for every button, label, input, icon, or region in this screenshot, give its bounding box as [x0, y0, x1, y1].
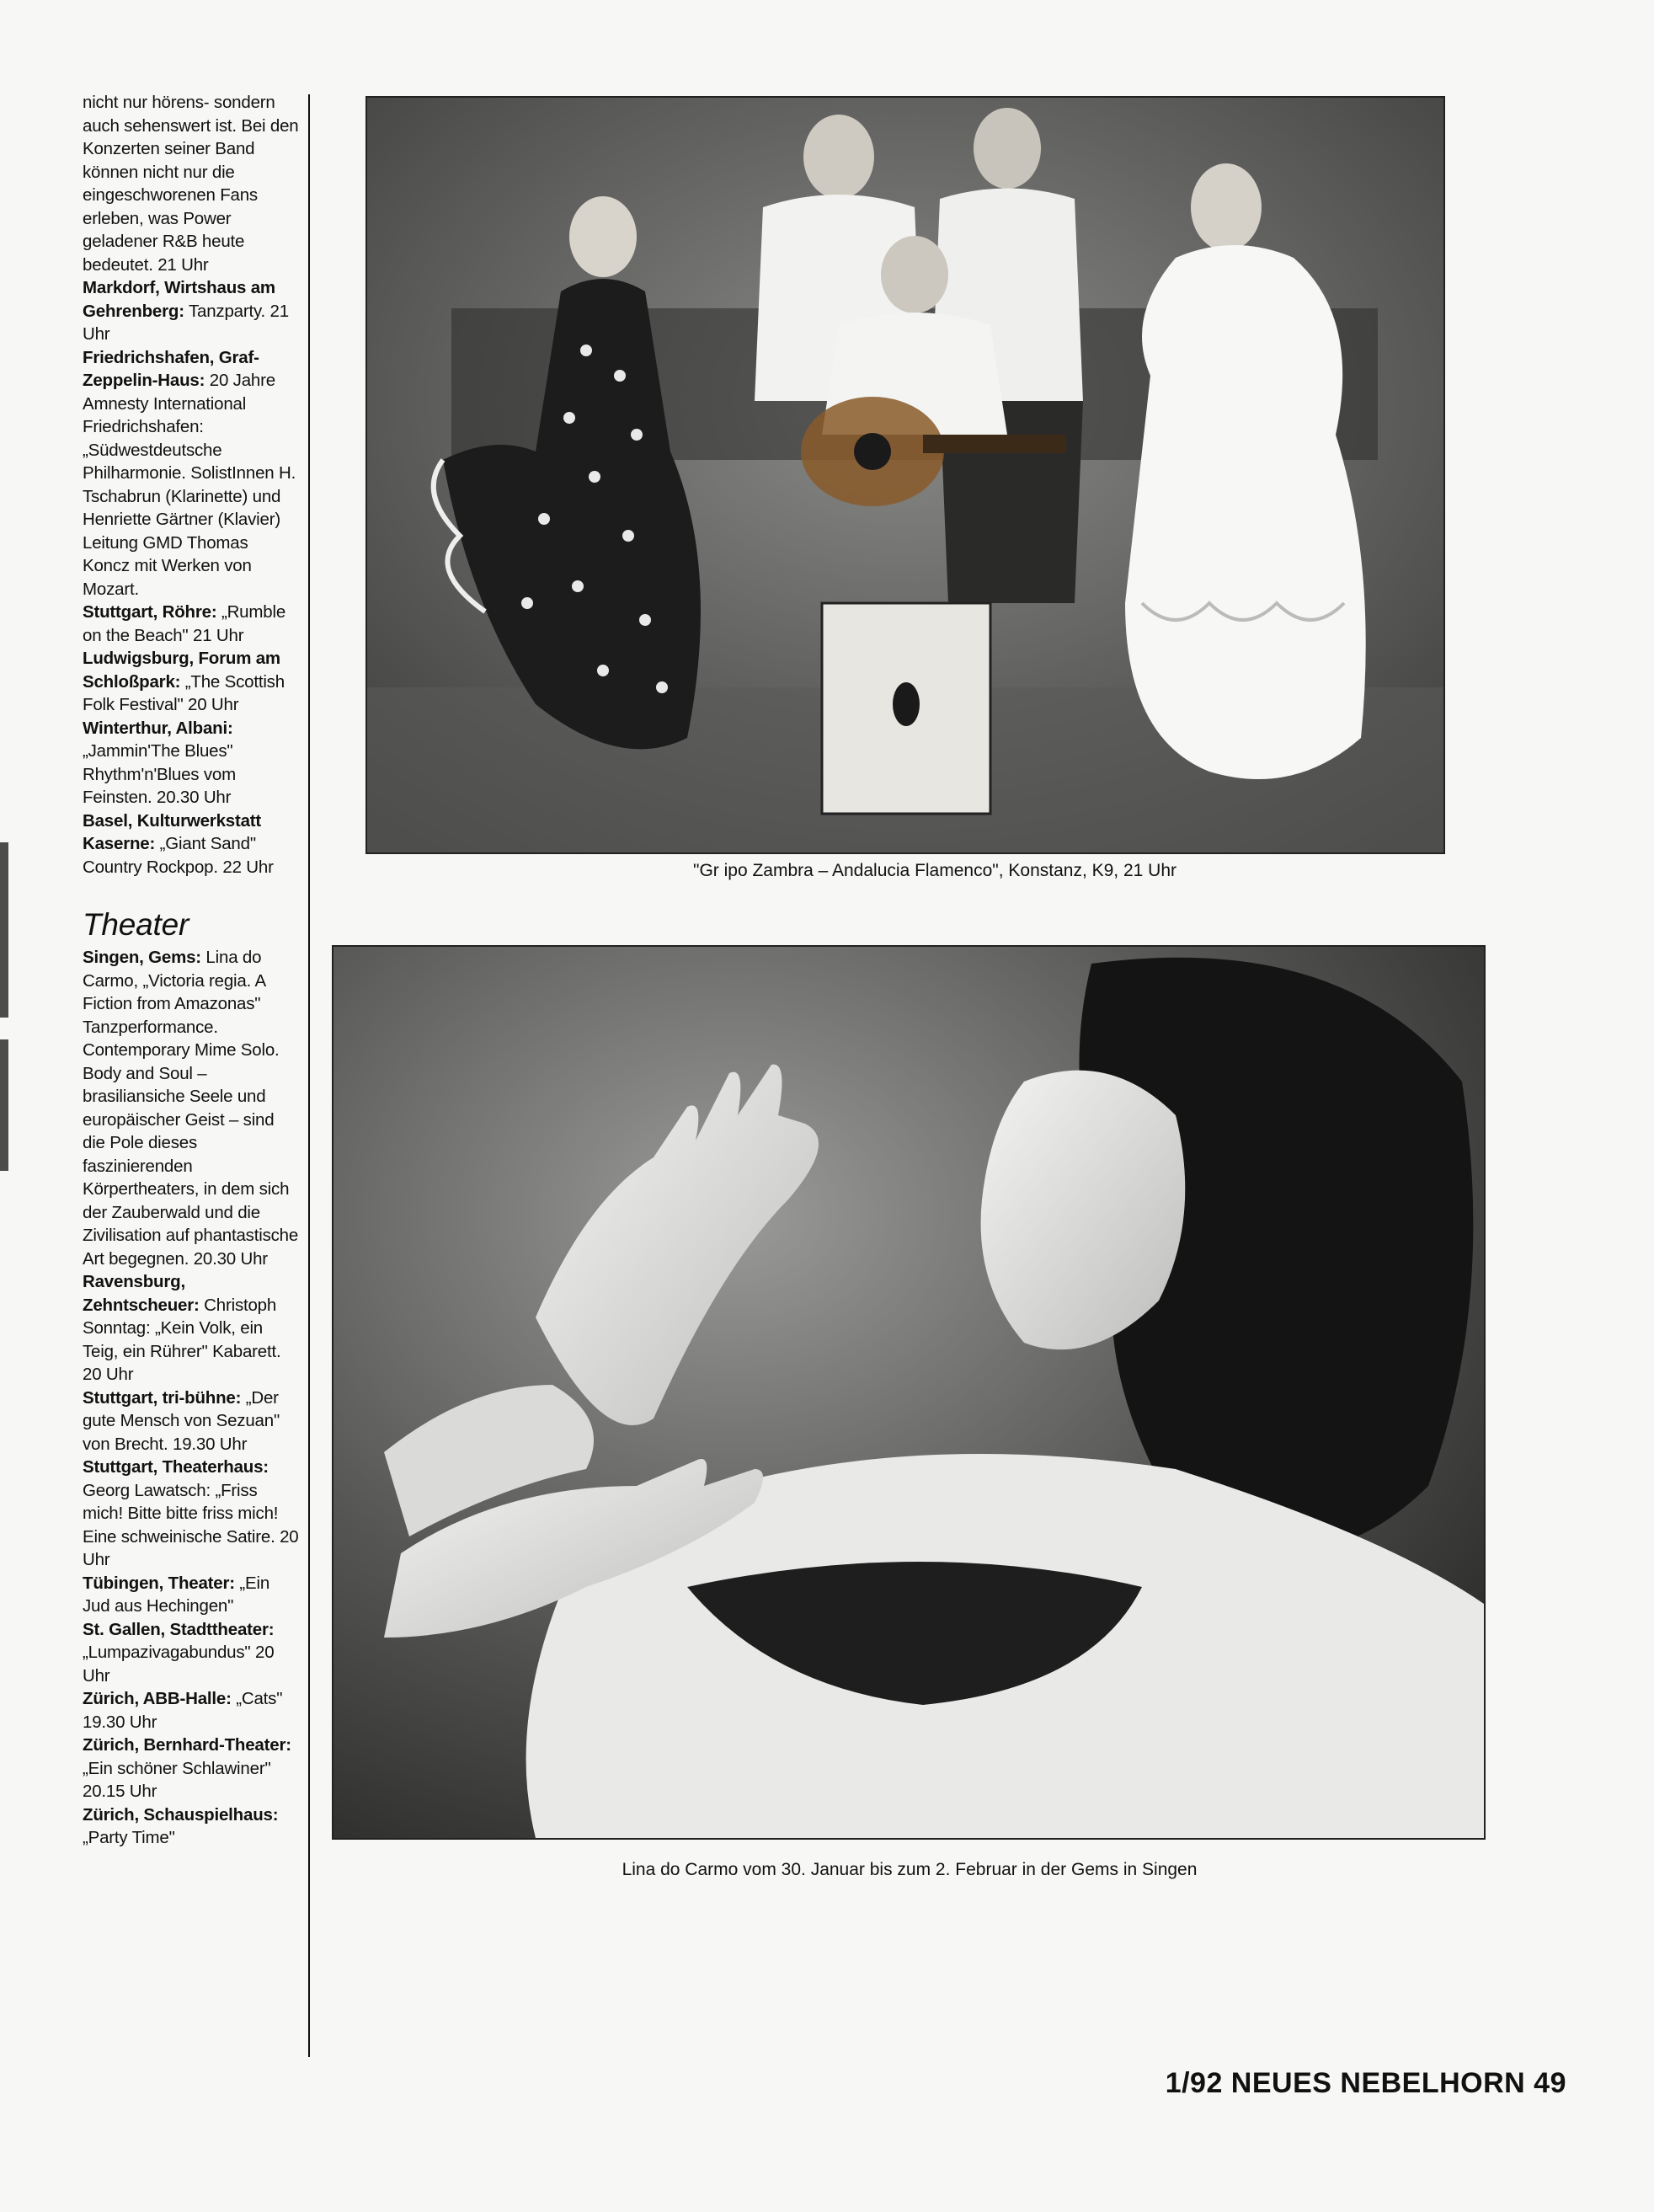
- listing-entry: [83, 1572, 300, 1618]
- photo-caption-top: "Gr ipo Zambra – Andalucia Flamenco", Konstanz, K9, 21 Uhr: [692, 861, 1177, 880]
- listing-text: Christoph Sonntag: „Kein Volk, ein Teig, ein Rührer" Kabarett. 20 Uhr: [83, 1295, 281, 1384]
- listing-text: „Giant Sand" Country Rockpop. 22 Uhr: [83, 834, 274, 877]
- listing-text: Georg Lawatsch: „Friss mich! Bitte bitte friss mich! Eine schweinische Satire. 20 Uhr: [83, 1480, 299, 1569]
- listing-venue: Singen, Gems:: [83, 948, 201, 967]
- listing-text: „Ein Jud aus Hechingen": [83, 1573, 270, 1616]
- listing-venue: Zürich, Bernhard-Theater:: [83, 1735, 291, 1755]
- listing-text: Lina do Carmo, „Victoria regia. A Fiction from Amazonas" Tanzperformance. Contemporary Mime Solo. Body and Soul – brasiliansiche Seele und europäischer Geist – sind die Pole dieses faszinierenden Körpertheaters, in dem sich der Zauberwald und die Zivilisation auf phantastische Art begegnen. 20.30 Uhr: [83, 948, 299, 1269]
- listing-venue: Stuttgart, Theaterhaus:: [83, 1457, 269, 1477]
- photo-flamenco-group: [365, 96, 1445, 854]
- column-divider: [308, 94, 310, 2057]
- listing-text: „Jammin'The Blues" Rhythm'n'Blues vom Feinsten. 20.30 Uhr: [83, 741, 236, 807]
- listing-text: „Ein schöner Schlawiner" 20.15 Uhr: [83, 1758, 271, 1801]
- listing-text: „Der gute Mensch von Sezuan" von Brecht. 19.30 Uhr: [83, 1387, 280, 1454]
- listing-entry: [83, 346, 300, 601]
- listing-entry: [83, 1803, 300, 1850]
- listing-text: Tanzparty. 21 Uhr: [83, 301, 289, 344]
- section-title-theater: Theater: [83, 907, 189, 942]
- listing-entry: [83, 717, 300, 809]
- scan-edge-shadow: [0, 842, 8, 1280]
- listing-entry: [83, 1456, 300, 1572]
- listing-text: „Cats" 19.30 Uhr: [83, 1689, 283, 1732]
- listing-venue: Zürich, ABB-Halle:: [83, 1689, 232, 1708]
- event-listings-column: [83, 91, 300, 1850]
- listing-venue: Ravensburg, Zehntscheuer:: [83, 1272, 200, 1315]
- listing-text: „Lumpazivagabundus" 20 Uhr: [83, 1643, 275, 1686]
- listing-entry: [83, 809, 300, 879]
- listing-entry: [83, 1270, 300, 1387]
- photo-caption-bottom: Lina do Carmo vom 30. Januar bis zum 2. Februar in der Gems in Singen: [622, 1860, 1198, 1879]
- photo-dancer-portrait: [332, 945, 1486, 1840]
- listing-venue: Friedrichshafen, Graf-Zeppelin-Haus:: [83, 347, 259, 390]
- listing-venue: Tübingen, Theater:: [83, 1573, 235, 1593]
- listing-entry: [83, 1618, 300, 1688]
- listing-text: „Party Time": [83, 1828, 175, 1847]
- listing-entry: [83, 647, 300, 717]
- listing-text: 20 Jahre Amnesty International Friedrichshafen: „Südwestdeutsche Philharmonie. SolistInnen H. Tschabrun (Klarinette) und Henriette Gärtner (Klavier) Leitung GMD Thomas Koncz mit Werken von Mozart.: [83, 371, 296, 599]
- listing-venue: Ludwigsburg, Forum am Schloßpark:: [83, 649, 280, 692]
- listing-text: „The Scottish Folk Festival" 20 Uhr: [83, 671, 285, 714]
- listing-venue: Basel, Kulturwerkstatt Kaserne:: [83, 810, 262, 853]
- listing-venue: Stuttgart, tri-bühne:: [83, 1387, 242, 1408]
- listing-venue: Stuttgart, Röhre:: [83, 602, 217, 622]
- listing-entry: [83, 1734, 300, 1803]
- listing-text: „Rumble on the Beach" 21 Uhr: [83, 602, 286, 645]
- listing-entry: [83, 276, 300, 346]
- listing-entry: [83, 601, 300, 647]
- listing-venue: Zürich, Schauspielhaus:: [83, 1804, 279, 1825]
- listing-entry: [83, 946, 300, 1270]
- listing-venue: St. Gallen, Stadttheater:: [83, 1619, 275, 1639]
- listing-venue: Winterthur, Albani:: [83, 718, 233, 738]
- page-folio: 1/92 NEUES NEBELHORN 49: [1165, 2067, 1566, 2099]
- listing-entry: [83, 1687, 300, 1734]
- listing-entry: [83, 1387, 300, 1456]
- listing-intro: nicht nur hörens- sondern auch sehenswert ist. Bei den Konzerten seiner Band können nicht nur die eingeschworenen Fans erleben, was Power geladener R&B heute bedeutet. 21 Uhr: [83, 93, 299, 275]
- listing-venue: Markdorf, Wirtshaus am Gehrenberg:: [83, 278, 275, 321]
